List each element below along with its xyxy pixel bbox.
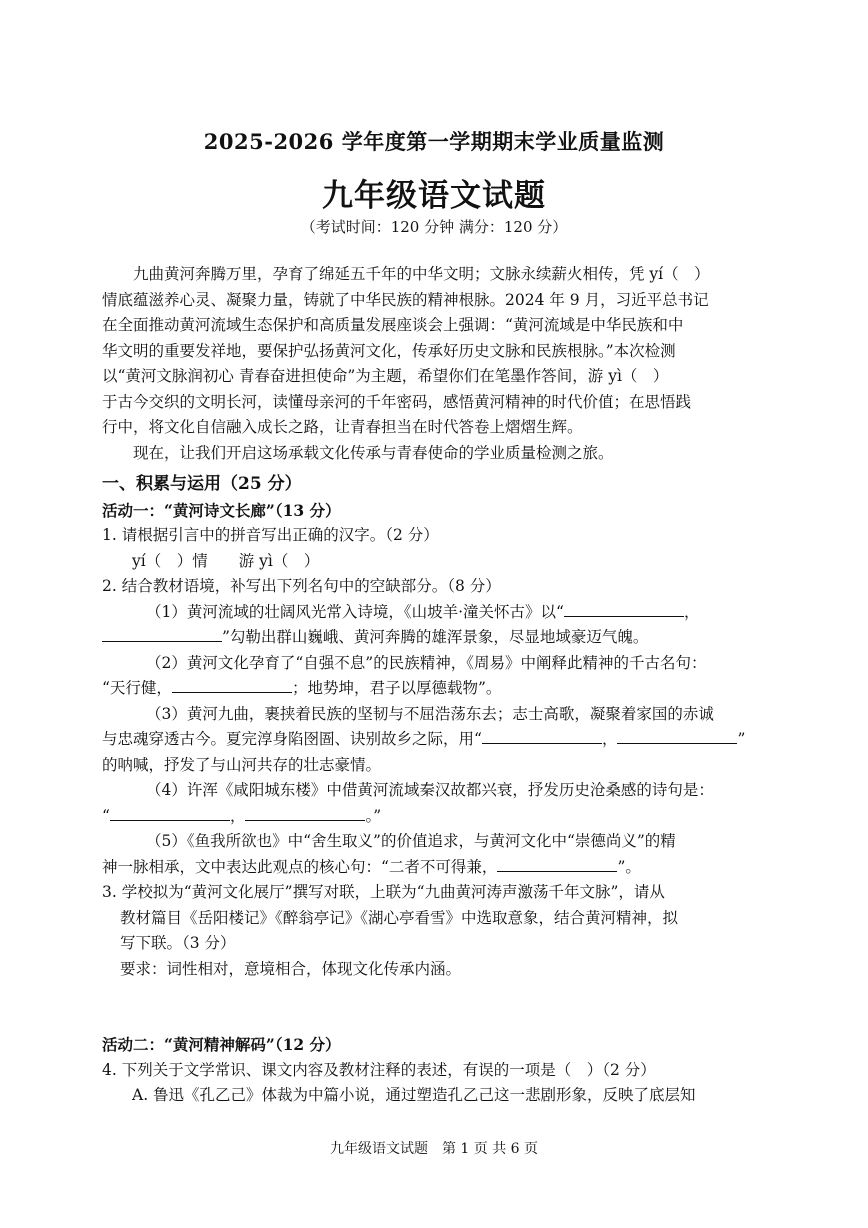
question-4: 4. 下列关于文学常识、课文内容及教材注释的表述，有误的一项是（ ）（2 分） <box>102 1060 656 1079</box>
q2-3-text-c: ， <box>601 730 618 748</box>
question-2-4-cont <box>102 804 782 830</box>
answer-blank[interactable] <box>102 625 222 642</box>
q2-1-text-b: ”勾勒出群山巍峨、黄河奔腾的雄浑景象，尽显地域豪迈气魄。 <box>222 628 649 646</box>
question-3-cont: 教材篇目《岳阳楼记》《醉翁亭记》《湖心亭看雪》中选取意象，结合黄河精神，拟 <box>120 908 679 927</box>
q2-4-text-b: “ <box>102 806 110 825</box>
question-2-4: （4）许浑《咸阳城东楼》中借黄河流域秦汉故都兴衰，抒发历史沧桑感的诗句是： <box>146 781 714 799</box>
question-2-1: （1）黄河流域的壮阔风光常入诗境，《山坡羊·潼关怀古》以“ ， <box>102 600 782 626</box>
section-title: 一、积累与运用（25 分） <box>102 474 302 494</box>
question-1-items: yí（ ）情 游 yì（ ） <box>132 551 320 570</box>
term-title: 2025-2026 学年度第一学期期末学业质量监测 <box>203 129 665 154</box>
intro-line: 行中，将文化自信融入成长之路，让青春担当在时代答卷上熠熠生辉。 <box>102 418 583 436</box>
intro-line: 以“黄河文脉润初心 青春奋进担使命”为主题，希望你们在笔墨作答间，游 yì（ ） <box>102 367 669 385</box>
question-3-cont: 写下联。（3 分） <box>120 934 236 952</box>
intro-line: 在全面推动黄河流域生态保护和高质量发展座谈会上强调：“黄河流域是中华民族和中 <box>102 316 684 334</box>
answer-blank[interactable] <box>564 600 684 617</box>
answer-space[interactable] <box>102 982 782 1032</box>
question-2-1-cont <box>102 625 782 651</box>
q2-1-text-a: （1）黄河流域的壮阔风光常入诗境，《山坡羊·潼关怀古》以“ <box>146 602 564 621</box>
question-2-2-cont <box>102 676 782 702</box>
question-4-option-a: A. 鲁迅《孔乙己》体裁为中篇小说，通过塑造孔乙己这一悲剧形象，反映了底层知 <box>132 1086 696 1104</box>
intro-line: 九曲黄河奔腾万里，孕育了绵延五千年的中华文明；文脉永续薪火相传，凭 yí（ ） <box>133 265 710 283</box>
exam-info: （考试时间：120 分钟 满分：120 分） <box>300 218 568 236</box>
question-2: 2. 结合教材语境，补写出下列名句中的空缺部分。（8 分） <box>102 577 501 595</box>
intro-line: 华文明的重要发祥地，要保护弘扬黄河文化，传承好历史文脉和民族根脉。”本次检测 <box>102 341 676 360</box>
exam-title: 九年级语文试题 <box>322 178 546 214</box>
question-2-2: （2）黄河文化孕育了“自强不息”的民族精神，《周易》中阐释此精神的千古名句： <box>146 653 707 672</box>
question-1: 1. 请根据引言中的拼音写出正确的汉字。（2 分） <box>102 526 439 544</box>
answer-blank[interactable] <box>617 727 737 744</box>
q2-4-text-d: 。” <box>365 806 382 825</box>
intro-line: 于古今交织的文明长河，读懂母亲河的千年密码，感悟黄河精神的时代价值；在思悟践 <box>102 392 692 411</box>
page-footer: 九年级语文试题 第 1 页 共 6 页 <box>329 1141 539 1157</box>
answer-blank[interactable] <box>172 676 292 693</box>
question-3: 3. 学校拟为“黄河文化展厅”撰写对联，上联为“九曲黄河涛声激荡千年文脉”，请从 <box>102 883 665 901</box>
q2-5-text-b: 神一脉相承，文中表达此观点的核心句：“二者不可得兼， <box>102 857 498 876</box>
answer-blank[interactable] <box>245 804 365 821</box>
answer-blank[interactable] <box>497 855 617 872</box>
intro-passage <box>102 262 774 466</box>
section-1 <box>102 472 782 1109</box>
q2-2-text-c: ；地势坤，君子以厚德载物”。 <box>291 679 502 697</box>
question-2-3-cont <box>102 727 782 753</box>
activity-1-title: 活动一：“黄河诗文长廊”（13 分） <box>102 500 341 520</box>
q2-3-text-d: ” <box>737 730 746 748</box>
q2-3-text-b: 与忠魂穿透古今。夏完淳身陷囹圄、诀别故乡之际，用“ <box>102 730 482 748</box>
question-2-5: （5）《鱼我所欲也》中“舍生取义”的价值追求，与黄河文化中“崇德尚义”的精 <box>146 832 676 850</box>
intro-line: 情底蕴滋养心灵、凝聚力量，铸就了中华民族的精神根脉。2024 年 9 月，习近平总书记 <box>102 290 709 309</box>
answer-blank[interactable] <box>482 727 602 744</box>
question-3-requirement: 要求：词性相对，意境相合，体现文化传承内涵。 <box>120 959 462 978</box>
question-2-3: （3）黄河九曲，裹挟着民族的坚韧与不屈浩荡东去；志士高歌，凝聚着家国的赤诚 <box>146 704 714 723</box>
q2-4-text-c: ， <box>229 806 246 825</box>
intro-para2: 现在，让我们开启这场承载文化传承与青春使命的学业质量检测之旅。 <box>133 443 614 462</box>
answer-blank[interactable] <box>110 804 230 821</box>
q2-2-text-b: “天行健， <box>102 679 172 697</box>
activity-2-title: 活动二：“黄河精神解码”（12 分） <box>102 1035 341 1054</box>
question-2-3-end: 的呐喊，抒发了与山河共存的壮志豪情。 <box>102 755 382 774</box>
q2-5-text-c: ”。 <box>617 857 641 876</box>
question-2-5-cont <box>102 855 782 881</box>
